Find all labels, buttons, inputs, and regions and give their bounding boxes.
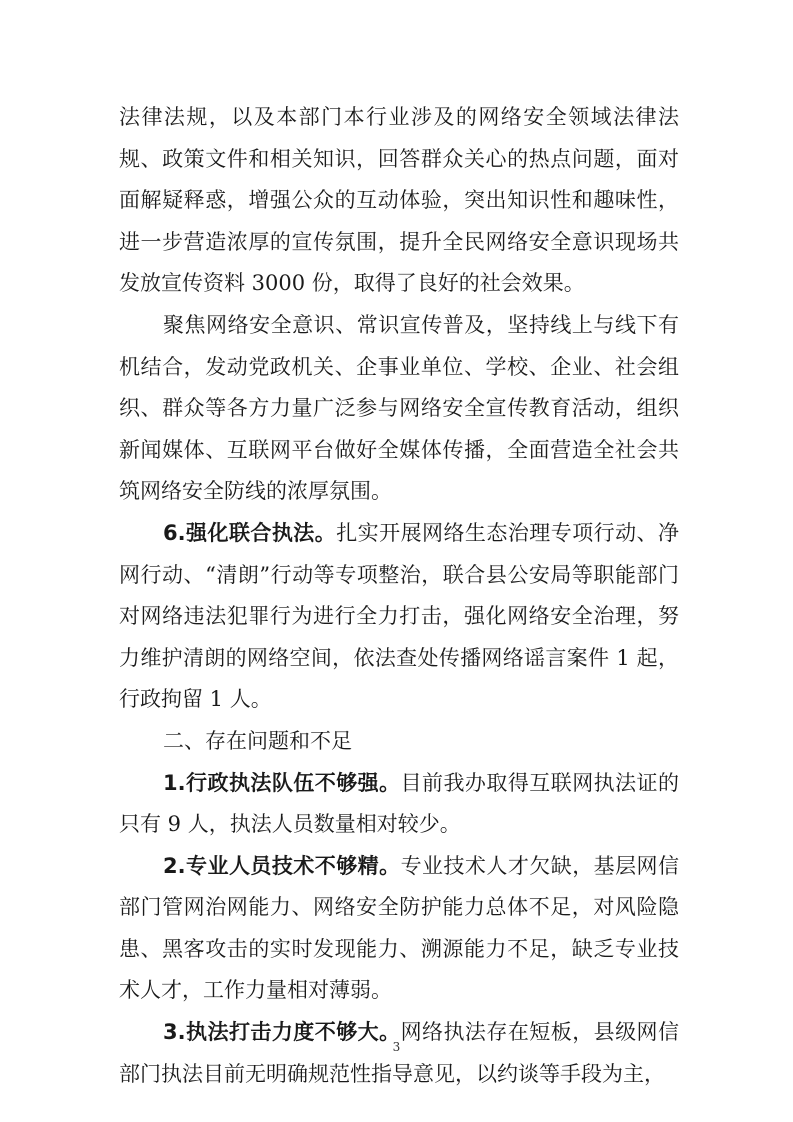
paragraph-awareness-campaign xyxy=(119,305,679,513)
section-heading: 二、存在问题和不足 xyxy=(163,728,352,753)
document-body xyxy=(119,97,679,1095)
issue-enforcement-team xyxy=(119,763,679,846)
issue-lead: 1.行政执法队伍不够强。 xyxy=(163,770,401,795)
paragraph-publicity-activities xyxy=(119,97,679,305)
paragraph-joint-enforcement xyxy=(119,513,679,721)
issue-text: 目前我办取得互联网执法证的只有 9 人，执法人员数量相对较少。 xyxy=(119,770,680,837)
issue-technical-skills xyxy=(119,846,679,1012)
paragraph-text: 扎实开展网络生态治理专项行动、净网行动、“清朗”行动等专项整治，联合县公安局等职能部门对网络违法犯罪行为进行全力打击，强化网络安全治理，努力维护清朗的网络空间，依法查处传播网络谣言案件 1 起，行政拘留 1 人。 xyxy=(119,520,680,712)
issue-text: 专业技术人才欠缺，基层网信部门管网治网能力、网络安全防护能力总体不足，对风险隐患、黑客攻击的实时发现能力、溯源能力不足，缺乏专业技术人才，工作力量相对薄弱。 xyxy=(119,853,680,1003)
paragraph-text: 法律法规，以及本部门本行业涉及的网络安全领域法律法规、政策文件和相关知识，回答群众关心的热点问题，面对面解疑释惑，增强公众的互动体验，突出知识性和趣味性，进一步营造浓厚的宣传氛围，提升全民网络安全意识现场共发放宣传资料 3000 份，取得了良好的社会效果。 xyxy=(119,105,679,296)
issue-text: 网络执法存在短板，县级网信部门执法目前无明确规范性指导意见，以约谈等手段为主， xyxy=(119,1020,680,1086)
paragraph-lead: 6.强化联合执法。 xyxy=(163,520,337,545)
issue-lead: 2.专业人员技术不够精。 xyxy=(163,853,401,878)
issue-lead: 3.执法打击力度不够大。 xyxy=(163,1020,401,1045)
page-number: 3 xyxy=(392,1040,401,1054)
paragraph-text: 聚焦网络安全意识、常识宣传普及，坚持线上与线下有机结合，发动党政机关、企事业单位、学校、企业、社会组织、群众等各方力量广泛参与网络安全宣传教育活动，组织新闻媒体、互联网平台做好全媒体传播，全面营造全社会共筑网络安全防线的浓厚氛围。 xyxy=(119,312,679,504)
